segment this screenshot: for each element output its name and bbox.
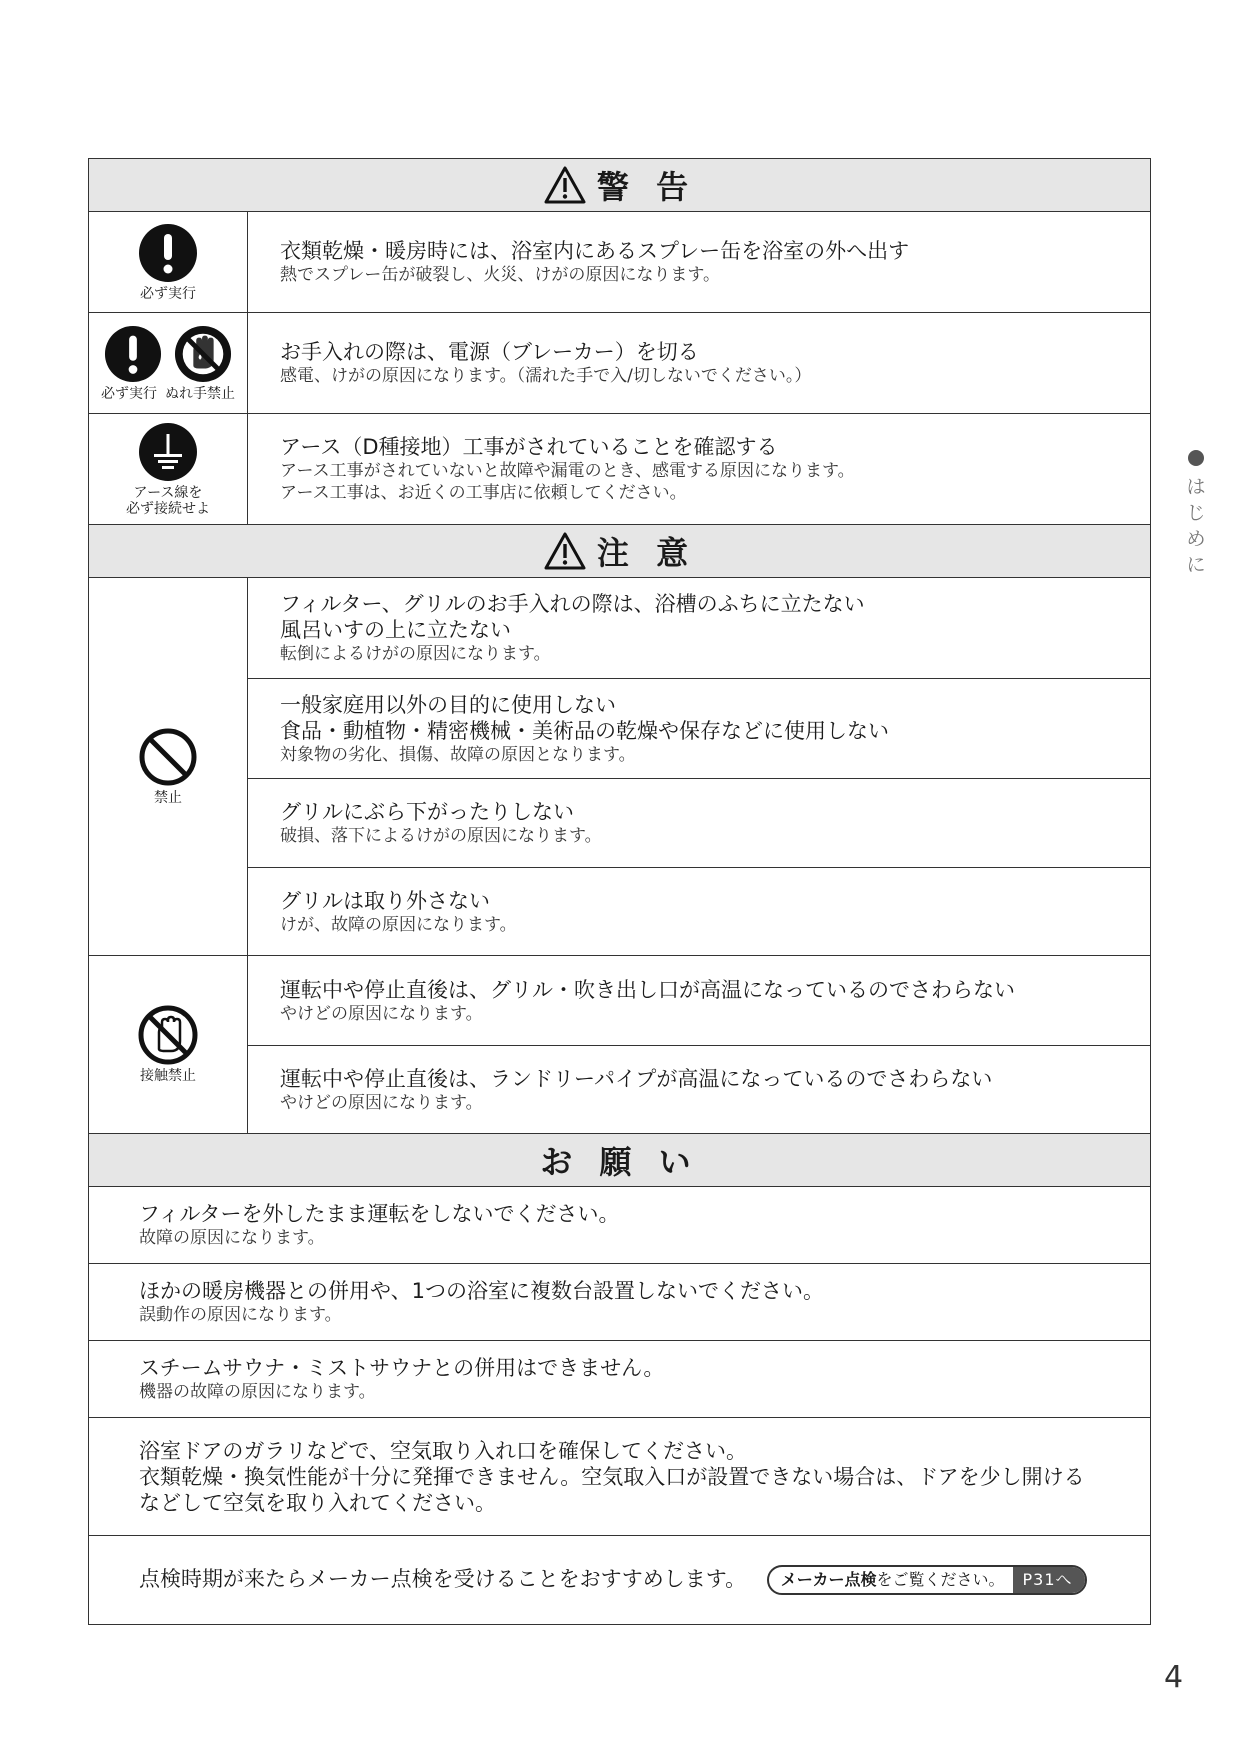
warning-triangle-icon	[543, 165, 587, 205]
caution-main-text: グリルにぶら下がったりしない	[280, 800, 574, 824]
caution-triangle-icon	[543, 531, 587, 571]
no-touch-icon	[138, 1005, 198, 1065]
icon-cell	[89, 313, 248, 413]
caution-item	[248, 578, 1150, 678]
caution-item	[248, 778, 1150, 867]
request-sub-text: 故障の原因になります。	[139, 1228, 325, 1248]
icon-cell	[89, 956, 248, 1133]
safety-table	[88, 158, 1151, 1625]
mandatory-action-icon	[104, 325, 162, 383]
caution-title: 注 意	[596, 534, 697, 572]
icon-label: 禁止	[154, 790, 182, 806]
caution-prohibit-group	[89, 578, 1150, 956]
request-main-text: 浴室ドアのガラリなどで、空気取り入れ口を確保してください。	[139, 1438, 747, 1463]
icon-label: 必ず実行	[140, 285, 196, 302]
request-title: お 願 い	[540, 1143, 699, 1181]
warning-title: 警 告	[596, 168, 697, 206]
request-item	[89, 1187, 1150, 1264]
request-main-text: スチームサウナ・ミストサウナとの併用はできません。	[139, 1356, 665, 1380]
caution-notouch-group	[89, 956, 1150, 1134]
page-reference-link[interactable]	[767, 1565, 1087, 1595]
side-tab-char: じ	[1186, 502, 1206, 524]
warning-main-text: アース（D種接地）工事がされていることを確認する	[280, 435, 778, 459]
side-tab-char: は	[1186, 476, 1206, 498]
bullet-dot-icon	[1188, 450, 1204, 466]
icon-label: アース線を	[133, 484, 203, 501]
reference-bold-text: メーカー点検	[780, 1570, 877, 1589]
caution-sub-text: やけどの原因になります。	[280, 1003, 483, 1024]
request-header	[89, 1134, 1150, 1187]
caution-sub-text: 対象物の劣化、損傷、故障の原因となります。	[280, 744, 636, 765]
section-side-tab	[1186, 450, 1206, 578]
icon-label: 必ず接続せよ	[126, 500, 210, 517]
request-main-text: ほかの暖房機器との併用や、1つの浴室に複数台設置しないでください。	[139, 1279, 824, 1303]
ground-connect-icon	[138, 422, 198, 482]
warning-sub-text: 感電、けがの原因になります。（濡れた手で入/切しないでください。）	[280, 366, 812, 386]
request-item	[89, 1536, 1150, 1624]
caution-item	[248, 1045, 1150, 1133]
warning-row-3	[89, 414, 1150, 525]
caution-main-text: 食品・動植物・精密機械・美術品の乾燥や保存などに使用しない	[280, 718, 889, 743]
warning-sub-text: アース工事は、お近くの工事店に依頼してください。	[280, 483, 687, 503]
icon-label: ぬれ手禁止	[165, 385, 235, 402]
request-sub-text: 誤動作の原因になります。	[139, 1305, 342, 1325]
warning-row-1	[89, 212, 1150, 313]
request-item	[89, 1341, 1150, 1418]
icon-cell	[89, 414, 248, 524]
caution-main-text: 運転中や停止直後は、グリル・吹き出し口が高温になっているのでさわらない	[280, 977, 1015, 1002]
reference-text: をご覧ください。	[876, 1570, 1005, 1589]
request-item	[89, 1418, 1150, 1536]
caution-sub-text: けが、故障の原因になります。	[280, 914, 517, 935]
no-wet-hands-icon	[174, 325, 232, 383]
icon-label: 接触禁止	[140, 1068, 196, 1084]
side-tab-char: に	[1186, 554, 1206, 576]
caution-main-text: 風呂いすの上に立たない	[280, 618, 511, 642]
caution-main-text: フィルター、グリルのお手入れの際は、浴槽のふちに立たない	[280, 592, 865, 616]
request-main-text: 点検時期が来たらメーカー点検を受けることをおすすめします。	[139, 1567, 747, 1591]
warning-sub-text: 熱でスプレー缶が破裂し、火災、けがの原因になります。	[280, 265, 720, 285]
warning-main-text: お手入れの際は、電源（ブレーカー）を切る	[280, 340, 699, 364]
caution-header	[89, 525, 1150, 578]
caution-item	[248, 956, 1150, 1045]
request-main-text: などして空気を取り入れてください。	[139, 1490, 496, 1515]
caution-sub-text: やけどの原因になります。	[280, 1092, 483, 1113]
caution-main-text: 運転中や停止直後は、ランドリーパイプが高温になっているのでさわらない	[280, 1066, 993, 1091]
mandatory-action-icon	[138, 223, 198, 283]
request-main-text: フィルターを外したまま運転をしないでください。	[139, 1202, 620, 1226]
warning-row-2	[89, 313, 1150, 414]
request-item	[89, 1264, 1150, 1341]
caution-item	[248, 678, 1150, 778]
caution-item	[248, 867, 1150, 955]
caution-sub-text: 転倒によるけがの原因になります。	[280, 644, 551, 664]
warning-main-text: 衣類乾燥・暖房時には、浴室内にあるスプレー缶を浴室の外へ出す	[280, 239, 910, 263]
page-number: 4	[1164, 1660, 1184, 1695]
reference-page: P31へ	[1013, 1567, 1085, 1593]
caution-main-text: 一般家庭用以外の目的に使用しない	[280, 692, 616, 717]
icon-cell	[89, 578, 248, 955]
side-tab-char: め	[1186, 528, 1206, 550]
prohibited-icon	[138, 727, 198, 787]
request-sub-text: 機器の故障の原因になります。	[139, 1382, 376, 1402]
icon-cell	[89, 212, 248, 312]
warning-sub-text: アース工事がされていないと故障や漏電のとき、感電する原因になります。	[280, 461, 855, 481]
caution-main-text: グリルは取り外さない	[280, 888, 490, 913]
warning-header	[89, 159, 1150, 212]
request-main-text: 衣類乾燥・換気性能が十分に発揮できません。空気取入口が設置できない場合は、ドアを少し開ける	[139, 1464, 1085, 1489]
icon-label: 必ず実行	[101, 385, 157, 402]
caution-sub-text: 破損、落下によるけがの原因になります。	[280, 826, 602, 846]
